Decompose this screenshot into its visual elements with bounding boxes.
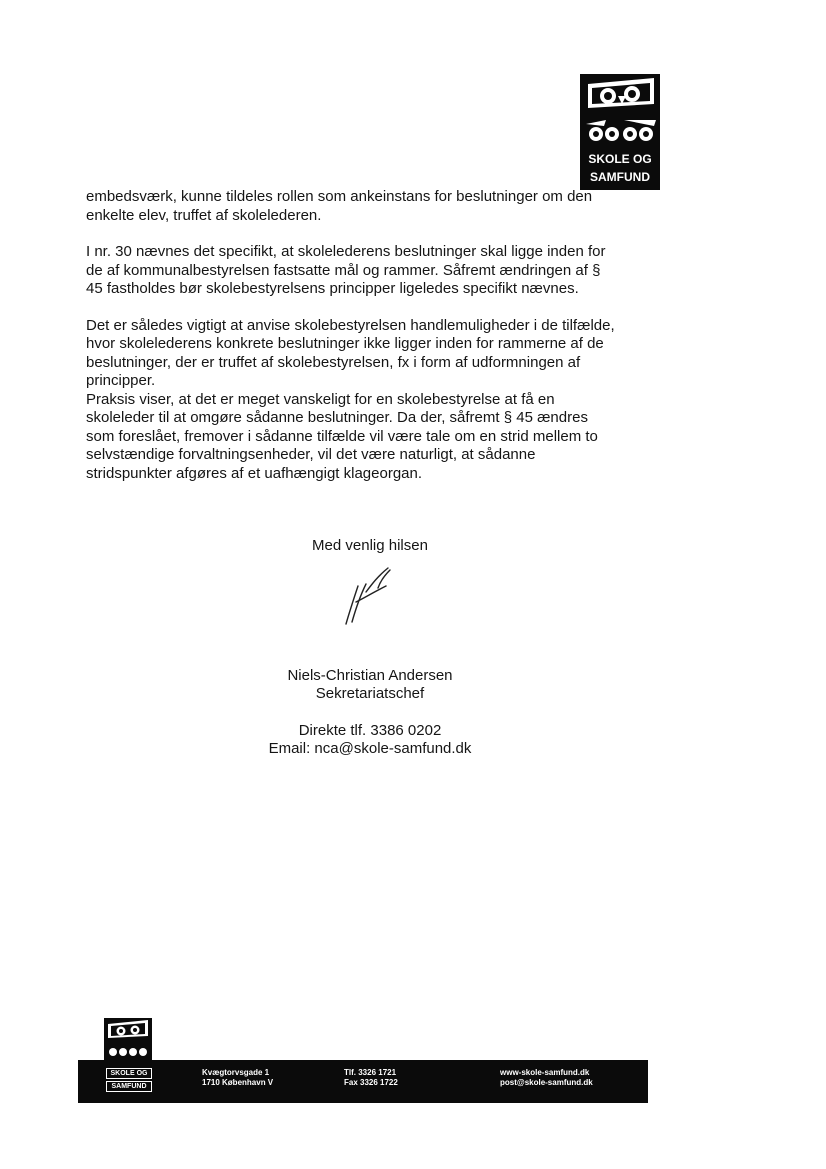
email-address: Email: nca@skole-samfund.dk — [268, 740, 472, 757]
footer-address-line1: Kvægtorvsgade 1 — [202, 1068, 270, 1077]
footer-phone-line1: Tlf. 3326 1721 — [344, 1068, 397, 1077]
direct-phone: Direkte tlf. 3386 0202 — [298, 722, 442, 739]
footer-phone-line2: Fax 3326 1722 — [344, 1078, 398, 1087]
footer-owl-icon — [104, 1018, 152, 1062]
footer-logo-line1: SKOLE OG — [106, 1068, 152, 1079]
footer-logo — [106, 1062, 152, 1100]
paragraph-4: Praksis viser, at det er meget vanskeligt for en skolebestyrelse at få en skoleleder til at omgøre sådanne beslutninger. Da der, såfremt § 45 ændres som foreslået, fremover i sådanne tilfælde vil være tale om en strid mellem to selvstændige forvaltningsenheder, vil det være naturligt, at sådanne stridspunkter afgøres af et uafhængigt klageorgan. — [86, 390, 598, 482]
logo-text-line1: SKOLE OG — [588, 152, 652, 166]
paragraph-3: Det er således vigtigt at anvise skolebestyrelsen handlemuligheder i de tilfælde, hvor skolelederens konkrete beslutninger ikke ligger inden for rammerne af de beslutninger, der er truffet af skolebestyrelsen, fx i form af udformningen af principper. — [86, 316, 615, 389]
logo-text-line2: SAMFUND — [590, 170, 650, 184]
letter-body — [86, 188, 666, 501]
footer-web — [500, 1068, 593, 1088]
footer-logo-line2: SAMFUND — [106, 1081, 152, 1092]
paragraph-1: embedsværk, kunne tildeles rollen som ankeinstans for beslutninger om den enkelte elev, truffet af skolelederen. — [86, 188, 593, 224]
footer-address-line2: 1710 København V — [202, 1078, 274, 1087]
signer-title: Sekretariatschef — [315, 685, 425, 702]
footer-address — [202, 1068, 273, 1088]
signer-name: Niels-Christian Andersen — [287, 667, 453, 684]
handwritten-signature — [336, 562, 396, 626]
greeting: Med venlig hilsen — [312, 537, 428, 554]
letterhead-footer — [78, 1060, 648, 1103]
paragraph-2: I nr. 30 nævnes det specifikt, at skolelederens beslutninger skal ligge inden for de af kommunalbestyrelsen fastsatte mål og rammer. Såfremt ændringen af § 45 fastholdes bør skolebestyrelsens principper ligeledes specifikt nævnes. — [86, 243, 606, 297]
footer-email[interactable]: post@skole-samfund.dk — [500, 1078, 593, 1087]
organization-logo — [580, 74, 660, 190]
owl-logo-graphic — [580, 74, 660, 154]
footer-website[interactable]: www-skole-samfund.dk — [500, 1068, 590, 1077]
footer-phone — [344, 1068, 398, 1088]
